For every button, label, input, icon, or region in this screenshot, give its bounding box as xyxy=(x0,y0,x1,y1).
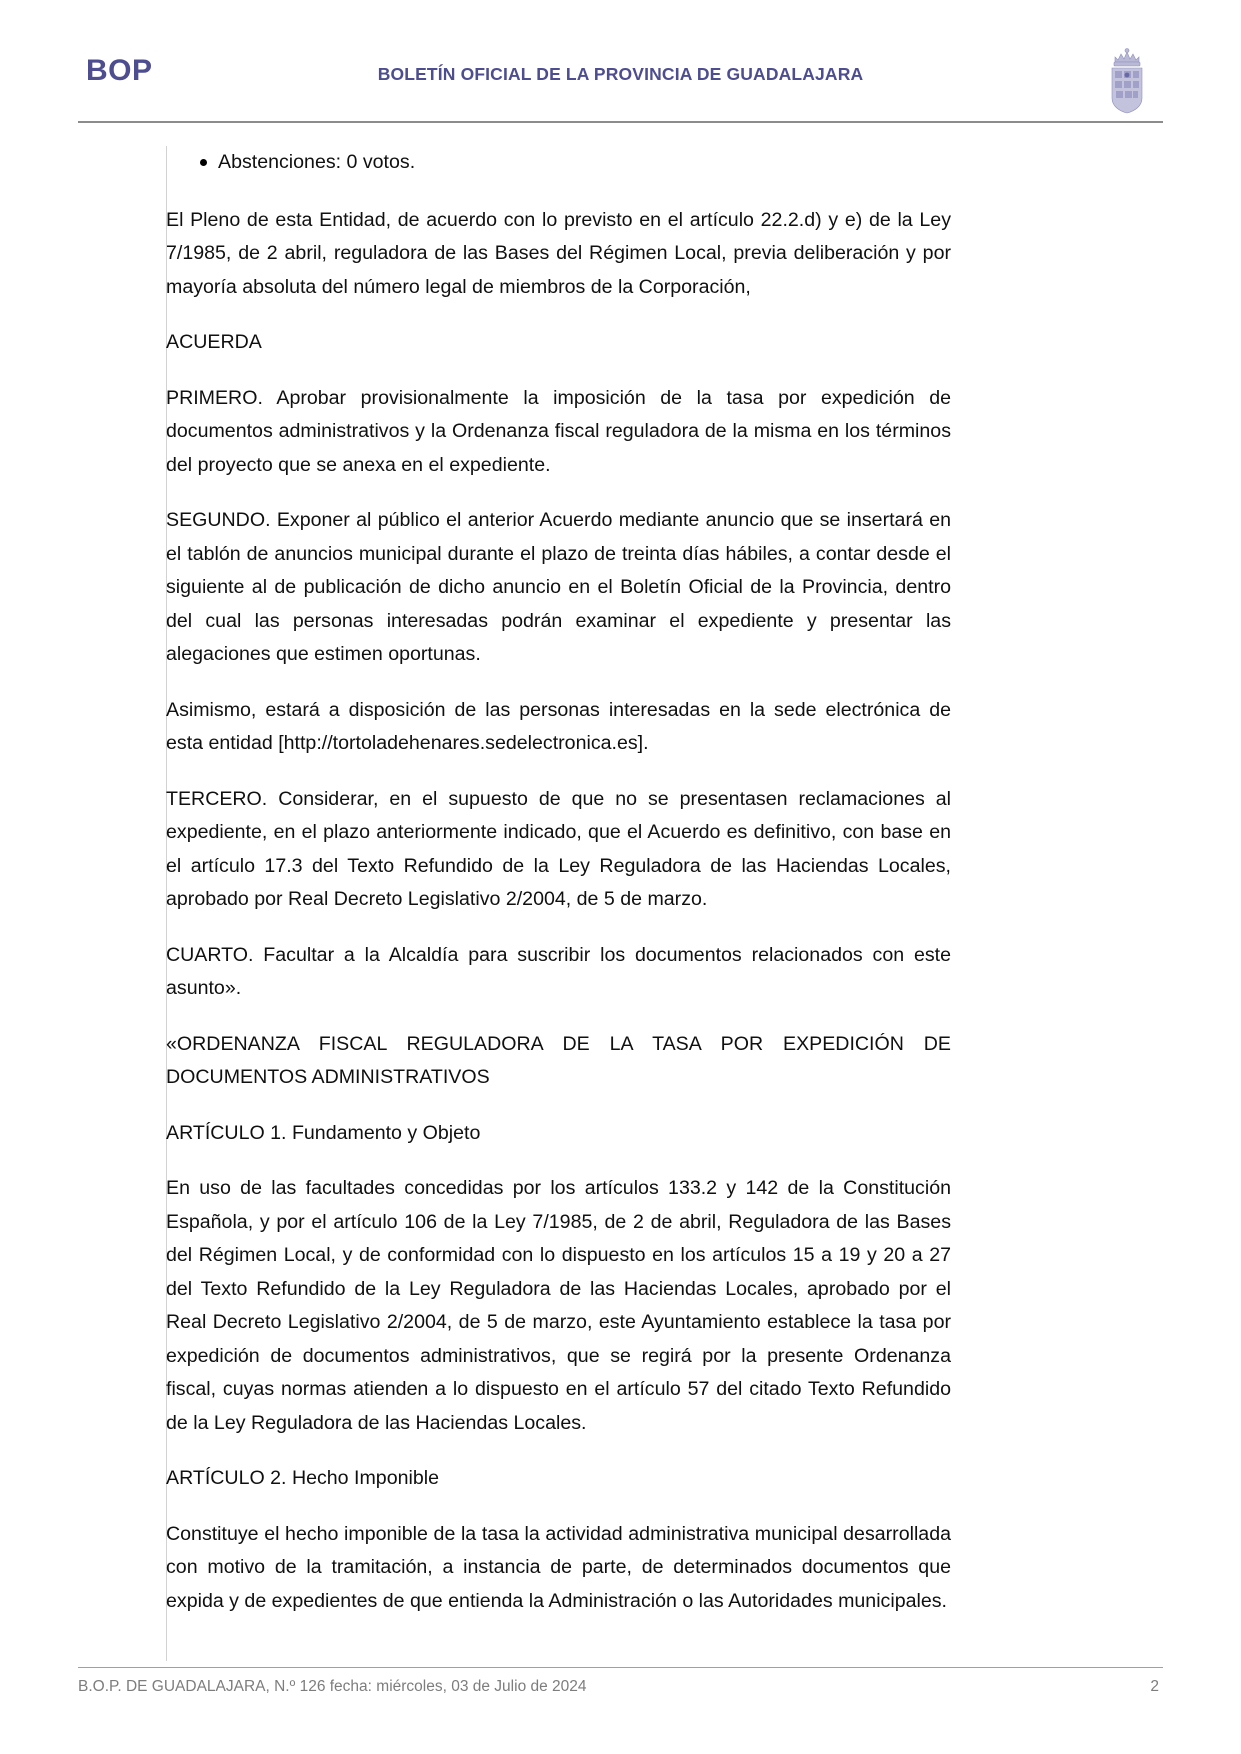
page-footer xyxy=(78,1678,1163,1706)
paragraph-tercero: TERCERO. Considerar, en el supuesto de que no se presentasen reclamaciones al expediente, en el plazo anteriormente indicado, que el Acuerdo es definitivo, con base en el artículo 17.3 del Texto Refundido de la Ley Reguladora de las Haciendas Locales, aprobado por Real Decreto Legislativo 2/2004, de 5 de marzo. xyxy=(166,787,951,910)
bullet-icon xyxy=(200,159,207,166)
paragraph-acuerda: ACUERDA xyxy=(166,331,262,353)
paragraph-primero: PRIMERO. Aprobar provisionalmente la imposición de la tasa por expedición de documentos administrativos y la Ordenanza fiscal reguladora de la misma en los términos del proyecto que se anexa en el expediente. xyxy=(166,386,951,476)
paragraph-segundo: SEGUNDO. Exponer al público el anterior Acuerdo mediante anuncio que se insertará en el tablón de anuncios municipal durante el plazo de treinta días hábiles, a contar desde el siguiente al de publicación de dicho anuncio en el Boletín Oficial de la Provincia, dentro del cual las personas interesadas podrán examinar el expediente y presentar las alegaciones que estimen oportunas. xyxy=(166,509,951,665)
bop-logo: BOP xyxy=(86,54,153,87)
paragraph-pleno: El Pleno de esta Entidad, de acuerdo con lo previsto en el artículo 22.2.d) y e) de la Ley 7/1985, de 2 abril, reguladora de las Bases del Régimen Local, previa deliberación y por mayoría absoluta del número legal de miembros de la Corporación, xyxy=(166,208,951,298)
page-title: BOLETÍN OFICIAL DE LA PROVINCIA DE GUADALAJARA xyxy=(377,64,864,84)
coat-of-arms-icon xyxy=(1099,44,1155,116)
paragraph-asimismo: Asimismo, estará a disposición de las personas interesadas en la sede electrónica de esta entidad [http://tortoladehenares.sedelectronica.es]. xyxy=(166,698,951,754)
page-header xyxy=(78,44,1163,112)
heading-articulo-2: ARTÍCULO 2. Hecho Imponible xyxy=(166,1467,439,1489)
paragraph-articulo-1-body: En uso de las facultades concedidas por los artículos 133.2 y 142 de la Constitución Española, y por el artículo 106 de la Ley 7/1985, de 2 de abril, Reguladora de las Bases del Régimen Local, y de conformidad con lo dispuesto en los artículos 15 a 19 y 20 a 27 del Texto Refundido de la Ley Reguladora de las Haciendas Locales, aprobado por el Real Decreto Legislativo 2/2004, de 5 de marzo, este Ayuntamiento establece la tasa por expedición de documentos administrativos, que se regirá por la presente Ordenanza fiscal, cuyas normas atienden a lo dispuesto en el artículo 57 del citado Texto Refundido de la Ley Reguladora de las Haciendas Locales. xyxy=(166,1177,951,1434)
footer-page-number: 2 xyxy=(1150,1678,1159,1695)
footer-publication-info: B.O.P. DE GUADALAJARA, N.º 126 fecha: miércoles, 03 de Julio de 2024 xyxy=(78,1678,587,1695)
header-divider xyxy=(78,121,1163,123)
ordenanza-title: «ORDENANZA FISCAL REGULADORA DE LA TASA POR EXPEDICIÓN DE DOCUMENTOS ADMINISTRATIVOS xyxy=(166,1032,951,1088)
footer-divider xyxy=(78,1667,1163,1668)
heading-articulo-1: ARTÍCULO 1. Fundamento y Objeto xyxy=(166,1121,481,1144)
text-column xyxy=(166,146,951,1640)
vote-results-list xyxy=(166,146,951,180)
paragraph-articulo-2-body: Constituye el hecho imponible de la tasa la actividad administrativa municipal desarrollada con motivo de la tramitación, a instancia de parte, de determinados documentos que expida y de expedientes de que entienda la Administración o las Autoridades municipales. xyxy=(166,1522,951,1612)
list-item-label: Abstenciones: 0 votos. xyxy=(218,151,416,173)
list-item xyxy=(218,146,951,180)
paragraph-cuarto: CUARTO. Facultar a la Alcaldía para suscribir los documentos relacionados con este asunto». xyxy=(166,943,951,999)
